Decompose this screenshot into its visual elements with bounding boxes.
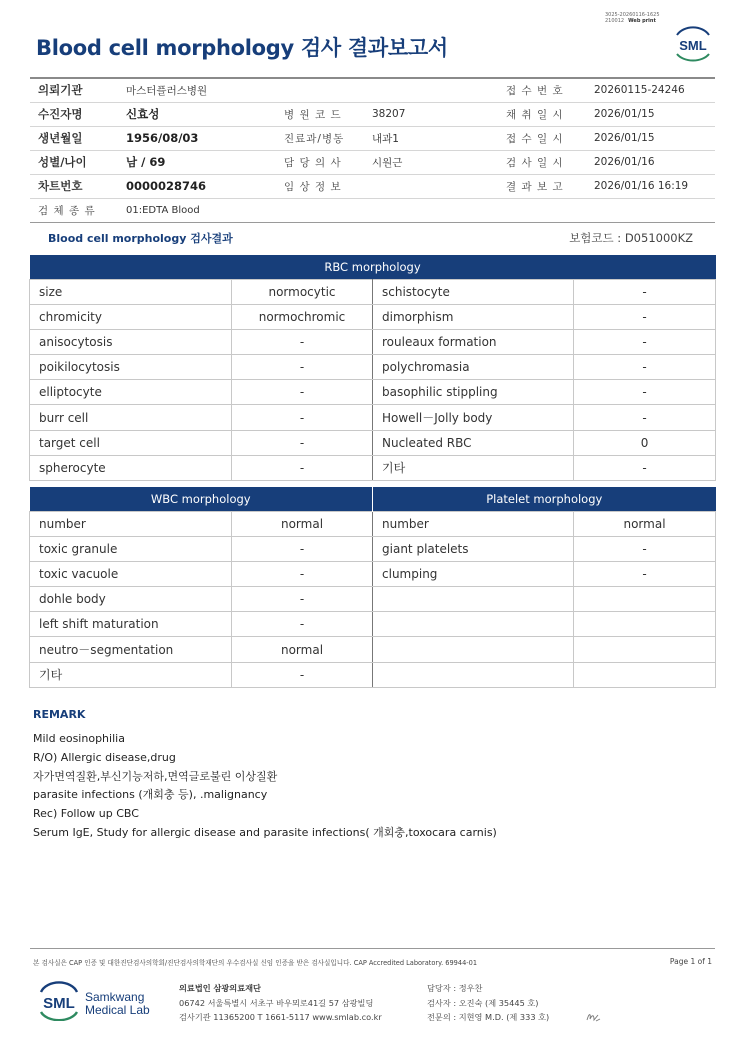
rbc-item-name: spherocyte [30,455,232,480]
rbc-item-name: Howell－Jolly body [373,405,574,430]
platelet-header: Platelet morphology [373,487,716,511]
rbc-item-name: rouleaux formation [373,329,574,354]
rbc-item-name: size [30,279,232,304]
table-row [30,304,716,329]
remark-line: Mild eosinophilia [33,732,125,745]
table-row [30,587,716,612]
info-label: 임 상 정 보 [276,174,364,198]
info-label: 차트번호 [30,174,118,198]
info-value: 2026/01/16 [586,150,715,174]
document-code-line1: 3025-20260116-1625 [605,12,660,18]
table-row [30,279,716,304]
wbc-item-name: left shift maturation [30,612,232,637]
staff-tester: 검사자 : 오진숙 (제 35445 호) [427,997,539,1008]
info-value: 신효성 [118,102,276,126]
rbc-header: RBC morphology [30,255,716,279]
info-label: 진료과/병동 [276,126,364,150]
rbc-item-name: chromicity [30,304,232,329]
sml-logo-icon [672,26,714,62]
info-value: 시원근 [364,150,498,174]
info-value: 1956/08/03 [118,126,276,150]
info-label: 담 당 의 사 [276,150,364,174]
info-label: 생년월일 [30,126,118,150]
table-row [30,561,716,586]
table-row [30,380,716,405]
lab-address-block [179,981,382,1025]
wbc-item-name: number [30,511,232,536]
rbc-item-result: normochromic [232,304,373,329]
wbc-item-name: neutro－segmentation [30,637,232,662]
document-code-line2: 210012 [605,18,625,24]
rbc-item-name: dimorphism [373,304,574,329]
rbc-item-name: poikilocytosis [30,355,232,380]
lab-contact: 검사기관 11365200 T 1661-5117 www.smlab.co.kr [179,1012,382,1022]
rbc-item-result: - [574,380,716,405]
rbc-item-name: schistocyte [373,279,574,304]
rbc-item-name: target cell [30,430,232,455]
remark-line: R/O) Allergic disease,drug [33,750,176,764]
wbc-item-name: toxic vacuole [30,561,232,586]
insurance-code: 보험코드 : D051000KZ [569,231,693,245]
remark-line: Serum IgE, Study for allergic disease and parasite infections( 개회충,toxocara carnis) [33,825,497,839]
wbc-item-name: number [373,511,574,536]
wbc-item-result [574,637,716,662]
lab-name-line2: Medical Lab [85,1003,150,1017]
staff-manager: 담당자 : 정우찬 [427,983,483,993]
info-value: 2026/01/16 16:19 [586,174,715,198]
remark-line: parasite infections (개회충 등), .malignancy [33,788,268,802]
rbc-item-result: - [574,304,716,329]
rbc-body [30,279,716,481]
rbc-morphology-table [29,255,716,481]
info-label: 병 원 코 드 [276,102,364,126]
wbc-item-name: clumping [373,561,574,586]
sml-footer-logo-text: SML [43,995,75,1012]
wbc-item-name [373,662,574,687]
wbc-item-result [574,612,716,637]
wbc-item-name [373,637,574,662]
info-value: 내과1 [364,126,498,150]
rbc-item-name: burr cell [30,405,232,430]
rbc-item-name: elliptocyte [30,380,232,405]
web-print-label: Web print [628,18,656,24]
table-row [30,536,716,561]
info-value [364,174,498,198]
wbc-item-name: 기타 [30,662,232,687]
wbc-body [30,511,716,687]
info-value: 01:EDTA Blood [118,198,715,222]
info-label: 결 과 보 고 [498,174,586,198]
info-value: 2026/01/15 [586,126,715,150]
wbc-item-name: toxic granule [30,536,232,561]
rbc-item-result: normocytic [232,279,373,304]
wbc-item-result: - [232,662,373,687]
info-row [30,126,715,150]
rbc-item-result: - [574,355,716,380]
lab-name-line1: Samkwang [85,990,145,1004]
info-row [30,198,715,222]
wbc-item-result [574,587,716,612]
info-value: 20260115-24246 [586,78,715,102]
info-row [30,78,715,102]
info-value: 2026/01/15 [586,102,715,126]
rbc-item-result: - [574,455,716,480]
remark-heading: REMARK [33,708,86,721]
info-label: 수진자명 [30,102,118,126]
table-row [30,405,716,430]
sml-footer-logo-icon [36,981,82,1021]
rbc-item-name: anisocytosis [30,329,232,354]
info-label: 접 수 일 시 [498,126,586,150]
rbc-item-name: 기타 [373,455,574,480]
staff-block [427,981,549,1025]
rbc-item-result: - [232,329,373,354]
remark-line: 자가면역질환,부신기능저하,면역글로불린 이상질환 [33,769,278,783]
table-row [30,637,716,662]
wbc-header: WBC morphology [30,487,373,511]
wbc-item-result: - [232,612,373,637]
wbc-item-name [373,587,574,612]
lab-organization: 의료법인 삼광의료재단 [179,983,261,993]
wbc-item-result: - [574,536,716,561]
wbc-item-result: - [232,561,373,586]
table-row [30,455,716,480]
info-label: 검 사 일 시 [498,150,586,174]
wbc-item-name: dohle body [30,587,232,612]
lab-address: 06742 서울특별시 서초구 바우뫼로41길 57 삼광빌딩 [179,997,374,1008]
rbc-item-result: - [232,355,373,380]
info-label: 접 수 번 호 [498,78,586,102]
patient-info-table [30,77,715,223]
wbc-item-result: normal [232,637,373,662]
staff-specialist: 전문의 : 지현영 M.D. (제 333 호) [427,1012,550,1022]
wbc-item-name [373,612,574,637]
info-value: 38207 [364,102,498,126]
document-code [605,12,660,24]
info-row [30,174,715,198]
wbc-item-result [574,662,716,687]
page-number: Page 1 of 1 [669,957,712,966]
info-label: 검 체 종 류 [30,198,118,222]
table-row [30,329,716,354]
table-row [30,430,716,455]
rbc-item-name: polychromasia [373,355,574,380]
wbc-item-result: normal [574,511,716,536]
report-title: Blood cell morphology 검사 결과보고서 [36,36,448,60]
info-row [30,150,715,174]
wbc-platelet-table [29,487,716,688]
info-value: 남 / 69 [118,150,276,174]
info-value: 0000028746 [118,174,276,198]
rbc-item-result: 0 [574,430,716,455]
lab-name [85,991,150,1017]
rbc-item-result: - [574,405,716,430]
table-row [30,662,716,687]
wbc-item-name: giant platelets [373,536,574,561]
table-row [30,612,716,637]
rbc-item-result: - [232,405,373,430]
wbc-item-result: normal [232,511,373,536]
rbc-item-name: Nucleated RBC [373,430,574,455]
info-row [30,102,715,126]
remark-text [33,730,497,843]
rbc-item-result: - [232,430,373,455]
wbc-item-result: - [232,536,373,561]
accreditation-note: 본 검사실은 CAP 인증 및 대한진단검사의학회/진단검사의학재단의 우수검사실 신임 인증을 받은 검사실입니다. CAP Accredited Laboratory. 69944-01 [33,959,478,967]
footer-divider [30,948,715,949]
rbc-item-result: - [232,455,373,480]
section-title: Blood cell morphology 검사결과 [48,232,233,245]
info-label: 성별/나이 [30,150,118,174]
info-value: 마스터플러스병원 [118,78,276,102]
wbc-item-result: - [574,561,716,586]
info-label: 의뢰기관 [30,78,118,102]
wbc-item-result: - [232,587,373,612]
sml-logo-text: SML [679,38,707,53]
table-row [30,355,716,380]
remark-line: Rec) Follow up CBC [33,807,139,821]
info-label: 채 취 일 시 [498,102,586,126]
rbc-item-result: - [574,279,716,304]
table-row [30,511,716,536]
rbc-item-result: - [574,329,716,354]
rbc-item-result: - [232,380,373,405]
rbc-item-name: basophilic stippling [373,380,574,405]
signature-icon [585,1011,601,1023]
